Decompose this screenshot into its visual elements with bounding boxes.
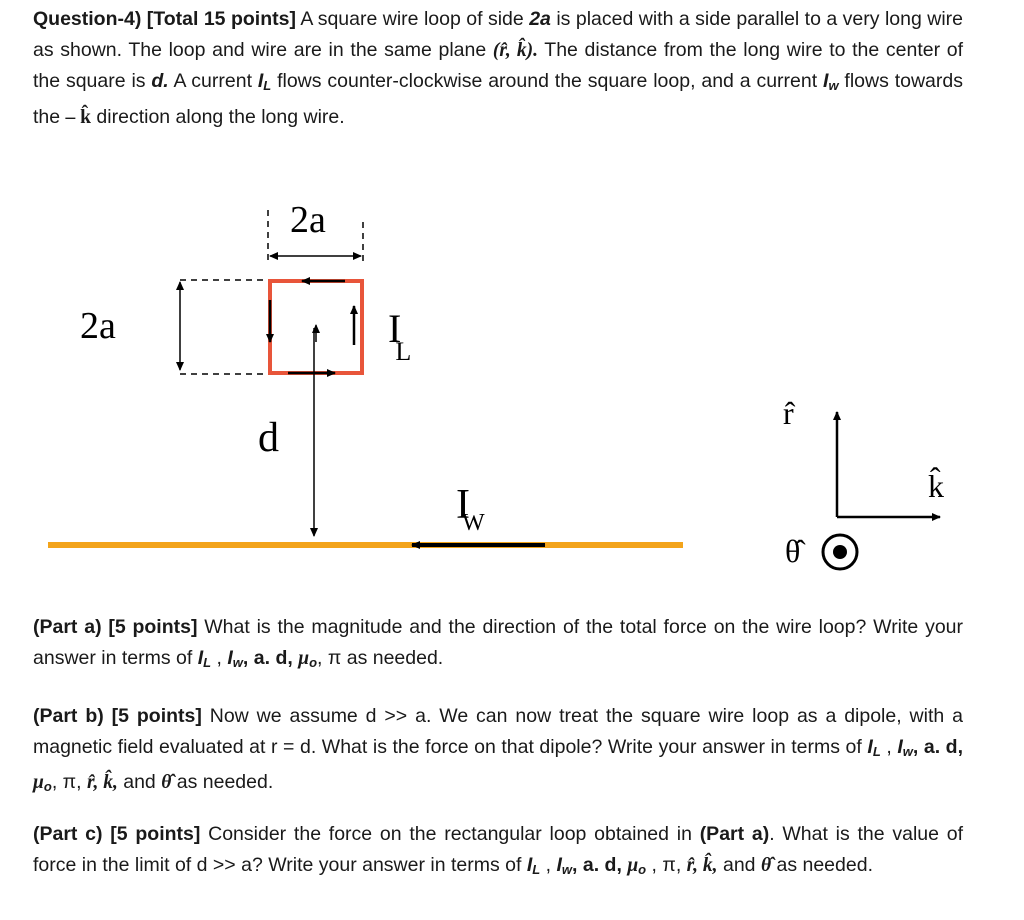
part-a-heading: (Part a) [5 points]: [33, 616, 198, 638]
k-hat-label: k̂: [928, 468, 944, 504]
side-dimension-label: 2a: [80, 305, 116, 347]
part-c-text: (Part c) [5 points] Consider the force on the rectangular loop obtained in (Part a). What is the value of force in the limit of d >> a? Write your answer in terms of $I_L$ , $I_w$, a. d, $\mu_o$ , π, r̂, k̂, and θ̂ as needed.: [33, 823, 964, 877]
theta-hat-label: θ̂: [785, 533, 801, 569]
out-of-page-icon: [823, 535, 857, 569]
loop-current-arrows: [270, 281, 354, 373]
plane-vectors: (r̂, k̂).: [492, 39, 538, 61]
part-a-text: (Part a) [5 points] What is the magnitude and the direction of the total force on the wire loop? Write your answer in terms of $I_L$ , $I_w$, a. d, $\mu_o$, π as needed.: [33, 616, 964, 670]
top-dimension-label: 2a: [290, 199, 326, 241]
r-hat-label: r̂: [783, 395, 794, 431]
wire-current-label: IW: [456, 482, 485, 536]
side-length: 2a: [529, 8, 551, 30]
distance-symbol: d.: [151, 70, 169, 92]
part-b-text: (Part b) [5 points] Now we assume d >> a. We can now treat the square wire loop as a dipole, with a magnetic field evaluated at r = d. What is the force on that dipole? Write your answer in terms of $I_L$ , $I_w$, a. d, $\mu_o$, π, r̂, k̂, and θ̂ as needed.: [33, 705, 963, 794]
part-b-heading: (Part b) [5 points]: [33, 705, 202, 727]
minus-k-direction: – k̂: [65, 106, 92, 128]
distance-label: d: [258, 415, 279, 461]
part-c-heading: (Part c) [5 points]: [33, 823, 201, 845]
question-title: Question-4) [Total 15 points]: [33, 8, 296, 30]
question-text: Question-4) [Total 15 points] A square wire loop of side 2a is placed with a side parallel to a very long wire as shown. The loop and wire are in the same plane (r̂, k̂). The distance from the long wire to the center of the square is d. A current $I_L$ flows counter-clockwise around the square loop, and a current $I_w$ flows towards the – k̂ direction along the long wire.: [33, 8, 964, 128]
loop-current-label: I L: [388, 306, 412, 366]
